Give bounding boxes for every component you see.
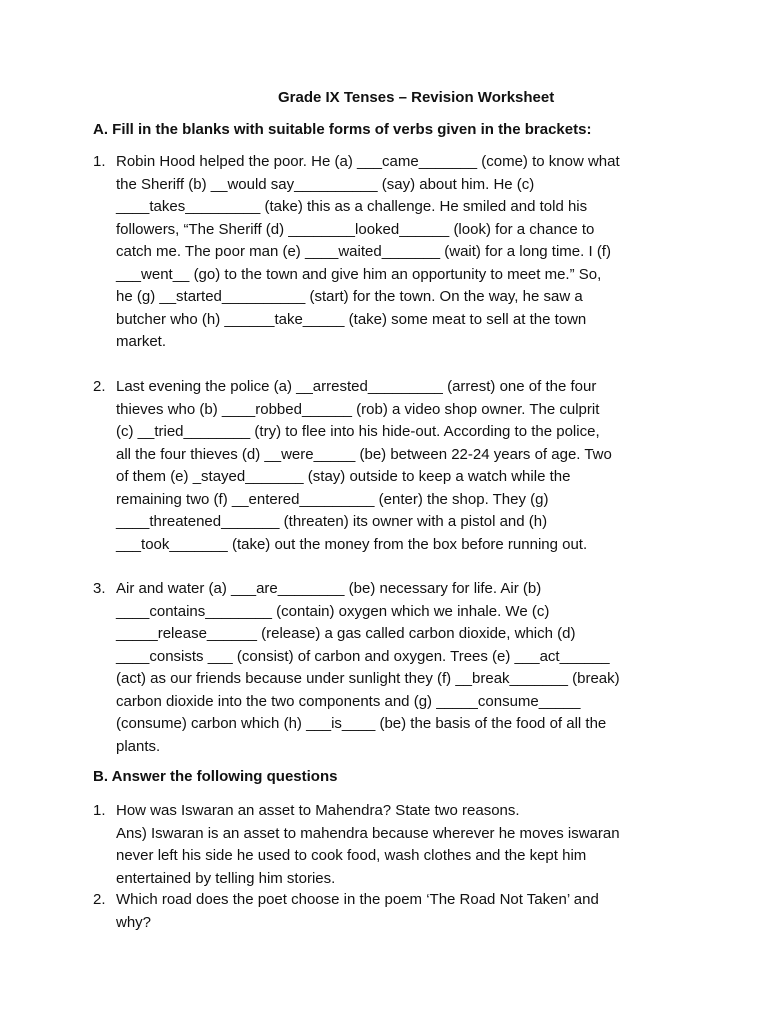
item-text (116, 889, 693, 934)
item-number: 1. (93, 802, 106, 819)
text-line: ____takes_________ (take) this as a challenge. He smiled and told his (116, 198, 588, 215)
section-a-item-3 (93, 578, 693, 758)
answer-line: entertained by telling him stories. (116, 869, 336, 887)
text-line: ___went__ (go) to the town and give him an opportunity to meet me.” So, (116, 265, 602, 283)
text-line: thieves who (b) ____robbed______ (rob) a video shop owner. The culprit (116, 400, 600, 418)
item-text (116, 376, 693, 556)
item-number: 1. (93, 153, 106, 170)
text-line: ____contains________ (contain) oxygen which we inhale. We (c) (116, 602, 550, 620)
text-line: butcher who (h) ______take_____ (take) some meat to sell at the town (116, 310, 587, 328)
text-line: Last evening the police (a) __arrested_________ (arrest) one of the four (116, 378, 597, 395)
item-text (116, 151, 693, 354)
item-text (116, 800, 693, 890)
answer-line: never left his side he used to cook food, wash clothes and the kept him (116, 847, 587, 864)
section-b-item-2 (93, 889, 693, 934)
text-line: all the four thieves (d) __were_____ (be) between 22-24 years of age. Two (116, 445, 612, 463)
text-line: (c) __tried________ (try) to flee into his hide-out. According to the police, (116, 423, 600, 440)
question-line: Which road does the poet choose in the poem ‘The Road Not Taken’ and (116, 891, 599, 908)
item-text (116, 578, 693, 758)
text-line: carbon dioxide into the two components and (g) _____consume_____ (116, 692, 581, 710)
answer-line: Ans) Iswaran is an asset to mahendra because wherever he moves iswaran (116, 824, 620, 842)
question-line: How was Iswaran an asset to Mahendra? State two reasons. (116, 802, 520, 819)
text-line: market. (116, 333, 167, 350)
text-line: (act) as our friends because under sunlight they (f) __break_______ (break) (116, 670, 620, 687)
section-b-item-1 (93, 800, 693, 890)
section-b-heading: B. Answer the following questions (93, 768, 338, 785)
text-line: of them (e) _stayed_______ (stay) outside to keep a watch while the (116, 468, 571, 485)
text-line: Robin Hood helped the poor. He (a) ___came_______ (come) to know what (116, 153, 620, 170)
text-line: plants. (116, 737, 161, 755)
text-line: remaining two (f) __entered_________ (enter) the shop. They (g) (116, 490, 549, 508)
item-number: 2. (93, 378, 106, 395)
worksheet-title: Grade IX Tenses – Revision Worksheet (278, 89, 555, 106)
text-line: _____release______ (release) a gas called carbon dioxide, which (d) (116, 625, 576, 642)
text-line: followers, “The Sheriff (d) ________looked______ (look) for a chance to (116, 220, 595, 238)
section-a-heading: A. Fill in the blanks with suitable forms of verbs given in the brackets: (93, 121, 592, 138)
item-number: 2. (93, 891, 106, 908)
text-line: ___took_______ (take) out the money from the box before running out. (116, 535, 588, 553)
text-line: Air and water (a) ___are________ (be) necessary for life. Air (b) (116, 580, 542, 597)
item-number: 3. (93, 580, 106, 597)
text-line: (consume) carbon which (h) ___is____ (be) the basis of the food of all the (116, 715, 607, 732)
text-line: catch me. The poor man (e) ____waited_______ (wait) for a long time. I (f) (116, 243, 611, 260)
section-a-item-1 (93, 151, 693, 354)
text-line: the Sheriff (b) __would say__________ (say) about him. He (c) (116, 175, 535, 193)
question-line: why? (116, 913, 152, 931)
text-line: he (g) __started__________ (start) for the town. On the way, he saw a (116, 288, 583, 305)
section-a-item-2 (93, 376, 693, 556)
text-line: ____consists ___ (consist) of carbon and oxygen. Trees (e) ___act______ (116, 647, 610, 665)
text-line: ____threatened_______ (threaten) its owner with a pistol and (h) (116, 513, 548, 530)
